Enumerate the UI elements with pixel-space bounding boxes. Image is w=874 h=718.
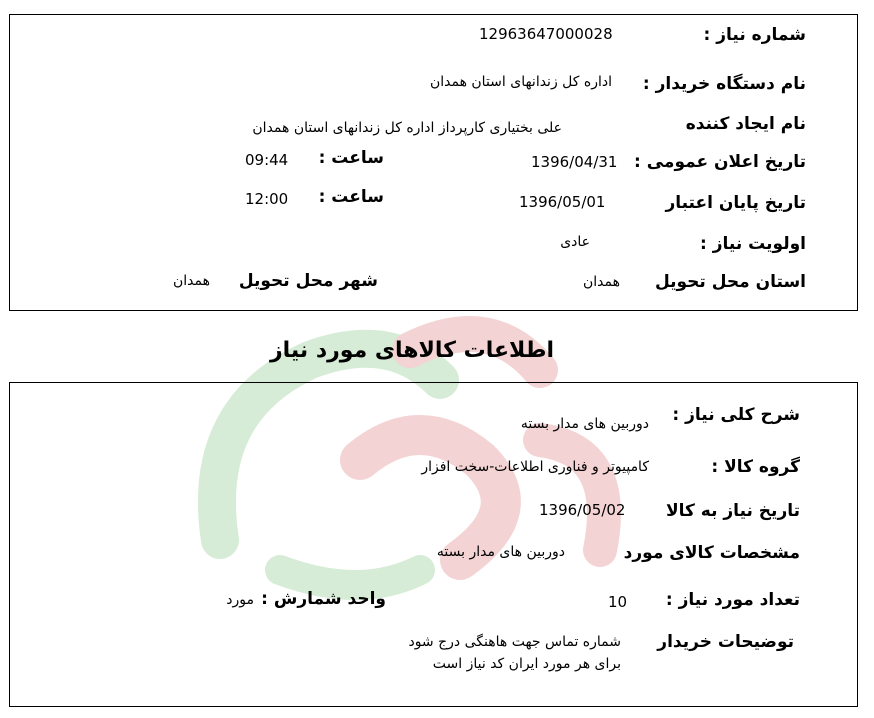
- quantity-label: تعداد مورد نیاز :: [665, 590, 800, 610]
- buyer-org-value: اداره کل زندانهای استان همدان: [429, 74, 612, 90]
- priority-value: عادی: [560, 234, 590, 250]
- need-date-label: تاریخ نیاز به کالا: [665, 501, 800, 521]
- delivery-province-value: همدان: [583, 274, 620, 290]
- summary-label: شرح کلی نیاز :: [672, 405, 800, 425]
- expiry-date-value: 1396/05/01: [519, 193, 606, 211]
- need-date-value: 1396/05/02: [539, 501, 626, 519]
- announce-time-value: 09:44: [245, 151, 289, 169]
- specs-label: مشخصات کالای مورد: [623, 543, 800, 563]
- buyer-notes-line1: شماره تماس جهت هاهنگی درج شود: [408, 634, 621, 650]
- delivery-province-label: استان محل تحویل: [654, 272, 806, 292]
- section-title: اطلاعات کالاهای مورد نیاز: [270, 338, 554, 363]
- priority-label: اولویت نیاز :: [700, 234, 806, 254]
- buyer-notes-line2: برای هر مورد ایران کد نیاز است: [432, 656, 621, 672]
- specs-value: دوربین های مدار بسته: [436, 544, 565, 560]
- delivery-city-label: شهر محل تحویل: [238, 271, 378, 291]
- goods-group-label: گروه کالا :: [711, 457, 800, 477]
- need-number-label: شماره نیاز :: [703, 25, 806, 45]
- expiry-date-label: تاریخ پایان اعتبار: [665, 193, 806, 213]
- goods-group-value: کامپیوتر و فناوری اطلاعات-سخت افزار: [421, 459, 649, 475]
- buyer-notes-label: توضیحات خریدار: [657, 632, 794, 652]
- creator-value: علی بختیاری کارپرداز اداره کل زندانهای استان همدان: [252, 120, 562, 136]
- quantity-value: 10: [608, 593, 628, 611]
- summary-value: دوربین های مدار بسته: [520, 416, 649, 432]
- expiry-time-label: ساعت :: [318, 187, 384, 207]
- need-number-value: 12963647000028: [479, 25, 613, 43]
- announce-time-label: ساعت :: [318, 148, 384, 168]
- buyer-org-label: نام دستگاه خریدار :: [642, 74, 806, 94]
- announce-date-value: 1396/04/31: [531, 153, 618, 171]
- delivery-city-value: همدان: [173, 273, 210, 289]
- expiry-time-value: 12:00: [245, 190, 289, 208]
- creator-label: نام ایجاد کننده: [685, 114, 806, 134]
- announce-date-label: تاریخ اعلان عمومی :: [634, 152, 806, 172]
- unit-label: واحد شمارش :: [261, 589, 386, 609]
- unit-value: مورد: [226, 592, 254, 608]
